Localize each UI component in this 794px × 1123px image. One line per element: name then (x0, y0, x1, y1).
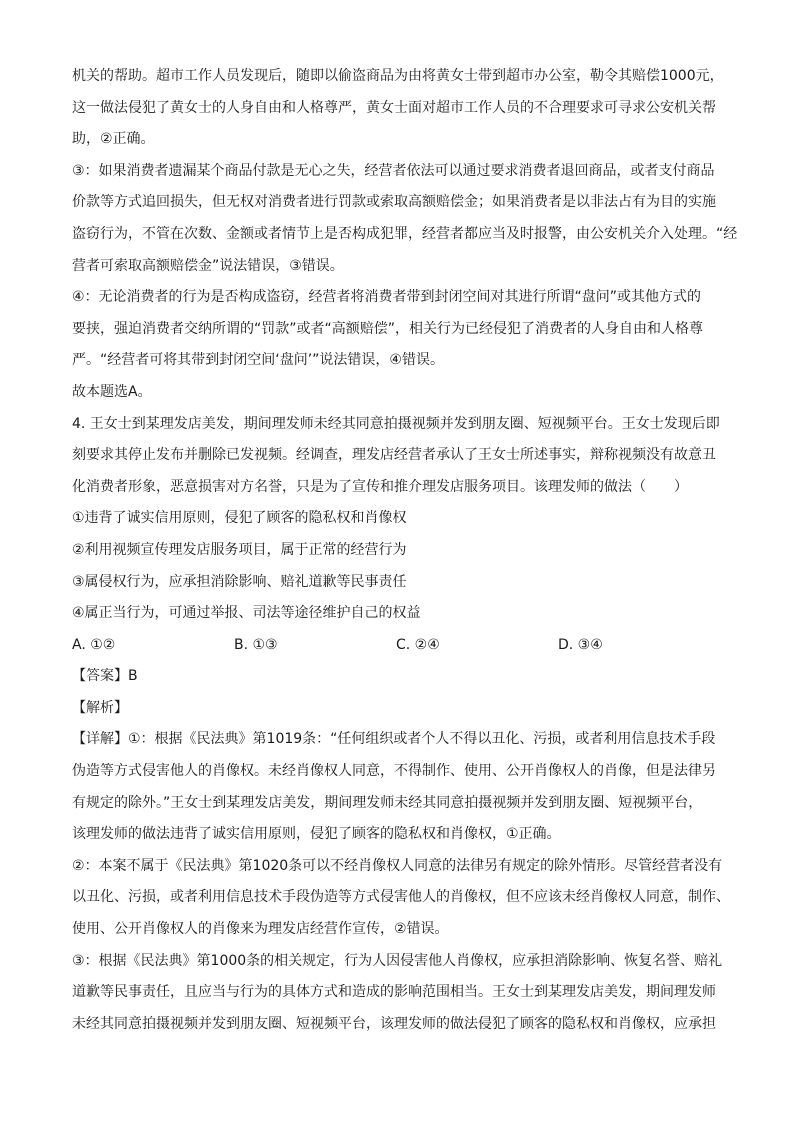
text-line: 4. 王女士到某理发店美发，期间理发师未经其同意拍摄视频并发到朋友圈、短视频平台。王女士发现后即 (72, 415, 720, 432)
statement-3: ③属侵权行为，应承担消除影响、赔礼道歉等民事责任 (72, 573, 407, 590)
analysis-statement-4 (72, 282, 732, 377)
text-line: ②：本案不属于《民法典》第1020条可以不经肖像权人同意的法律另有规定的除外情形。尽管经营者没有 (72, 857, 723, 874)
text-line: 刻要求其停止发布并删除已发视频。经调查，理发店经营者承认了王女士所述事实，辩称视频没有故意丑 (72, 447, 716, 464)
analysis-statement-3 (72, 156, 738, 282)
text-line: 未经其同意拍摄视频并发到朋友圈、短视频平台，该理发师的做法侵犯了顾客的隐私权和肖像权，应承担 (72, 1015, 716, 1032)
text-line: ③：如果消费者遗漏某个商品付款是无心之失，经营者依法可以通过要求消费者退回商品，或者支付商品 (72, 162, 715, 179)
question-4-stem (72, 409, 732, 504)
document-page (72, 61, 738, 1040)
statement-4: ④属正当行为，可通过举报、司法等途径维护自己的权益 (72, 605, 421, 622)
answer-options (72, 630, 732, 662)
answer-label: 【答案】B (72, 668, 138, 685)
analysis-label: 【解析】 (72, 699, 128, 716)
text-line: 严。“经营者可将其带到封闭空间‘盘问’”说法错误，④错误。 (72, 352, 444, 369)
text-line: ④：无论消费者的行为是否构成盗窃，经营者将消费者带到封闭空间对其进行所谓“盘问”或其他方式的 (72, 289, 702, 306)
text-line: 要挟，强迫消费者交纳所谓的“罚款”或者“高额赔偿”，相关行为已经侵犯了消费者的人身自由和人格尊 (72, 320, 704, 337)
text-line: 盗窃行为，不管在次数、金额或者情节上是否构成犯罪，经营者都应当及时报警，由公安机关介入处理。“经 (72, 225, 738, 242)
text-line: 该理发师的做法违背了诚实信用原则，侵犯了顾客的隐私权和肖像权，①正确。 (72, 826, 561, 843)
text-line: 以丑化、污损，或者利用信息技术手段伪造等方式侵害他人的肖像权，但不应该未经肖像权人同意，制作、 (72, 889, 730, 906)
text-line: 故本题选A。 (72, 383, 152, 400)
option-c: C. ②④ (396, 636, 440, 653)
analysis-statement-2 (72, 61, 732, 156)
text-line: 使用、公开肖像权人的肖像来为理发店经营作宣传，②错误。 (72, 921, 449, 938)
text-line: 【详解】①：根据《民法典》第1019条：“任何组织或者个人不得以丑化、污损，或者利用信息技术手段 (72, 731, 716, 748)
text-line: 营者可索取高额赔偿金”说法错误，③错误。 (72, 257, 344, 274)
option-a: A. ①② (72, 636, 116, 653)
conclusion (72, 377, 732, 409)
question-4-statements (72, 503, 732, 629)
option-b: B. ①③ (234, 636, 278, 653)
text-line: 道歉等民事责任，且应当与行为的具体方式和造成的影响范围相当。王女士到某理发店美发，期间理发师 (72, 984, 716, 1001)
detail-statement-3 (72, 946, 732, 1041)
detail-statement-1 (72, 724, 732, 850)
statement-1: ①违背了诚实信用原则，侵犯了顾客的隐私权和肖像权 (72, 510, 407, 527)
text-line: 这一做法侵犯了黄女士的人身自由和人格尊严，黄女士面对超市工作人员的不合理要求可寻求公安机关帮 (72, 99, 716, 116)
text-line: ③：根据《民法典》第1000条的相关规定，行为人因侵害他人肖像权，应承担消除影响、恢复名誉、赔礼 (72, 952, 723, 969)
detail-statement-2 (72, 851, 732, 946)
text-line: 伪造等方式侵害他人的肖像权。未经肖像权人同意，不得制作、使用、公开肖像权人的肖像，但是法律另 (72, 763, 716, 780)
text-line: 化消费者形象，恶意损害对方名誉，只是为了宣传和推介理发店服务项目。该理发师的做法（ ） (72, 478, 688, 495)
text-line: 有规定的除外。”王女士到某理发店美发，期间理发师未经其同意拍摄视频并发到朋友圈、短视频平台， (72, 794, 703, 811)
text-line: 助，②正确。 (72, 131, 155, 148)
text-line: 机关的帮助。超市工作人员发现后，随即以偷盗商品为由将黄女士带到超市办公室，勒令其赔偿1000元， (72, 68, 724, 84)
option-d: D. ③④ (558, 636, 603, 653)
statement-2: ②利用视频宣传理发店服务项目，属于正常的经营行为 (72, 541, 407, 558)
text-line: 价款等方式追回损失，但无权对消费者进行罚款或索取高额赔偿金；如果消费者是以非法占有为目的实施 (72, 194, 716, 211)
